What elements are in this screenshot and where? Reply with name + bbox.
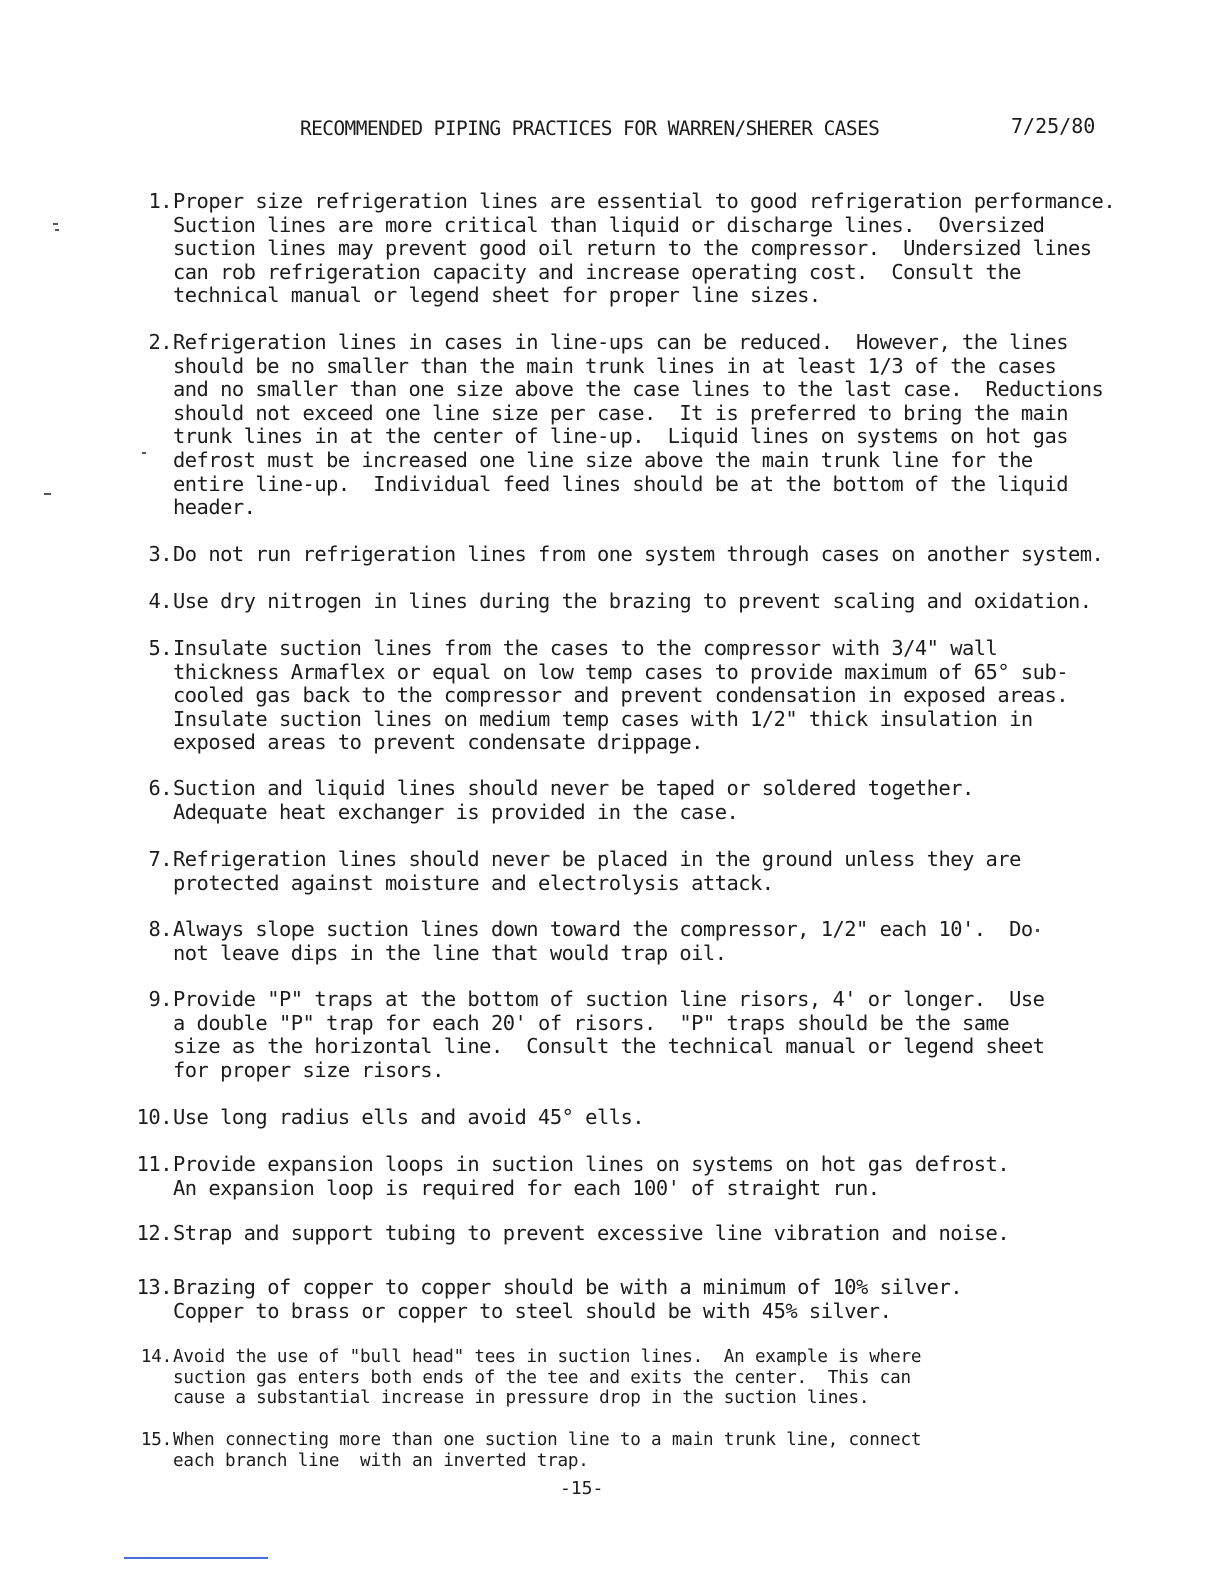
list-item-11 (120, 1153, 1110, 1200)
item-number: 5. (148, 636, 172, 660)
item-number: 6. (148, 776, 172, 800)
list-item-12 (120, 1222, 1110, 1246)
list-item-3 (120, 543, 1110, 567)
item-number: 11. (136, 1152, 172, 1176)
item-text: Always slope suction lines down toward the compressor, 1/2" each 10'. Do not leave dips in the line that would trap oil. (173, 917, 1033, 965)
item-number: 8. (148, 917, 172, 941)
item-number: 2. (148, 330, 172, 354)
scan-speck (44, 493, 51, 495)
item-number: 14. (140, 1347, 172, 1367)
item-number: 15. (140, 1430, 172, 1450)
list-item-14 (120, 1347, 1110, 1409)
item-text: Suction and liquid lines should never be taped or soldered together. Adequate heat exchanger is provided in the case. (173, 776, 974, 824)
list-item-2 (120, 331, 1110, 520)
page-number: -15- (560, 1478, 604, 1499)
list-item-7 (120, 848, 1110, 895)
item-text: Refrigeration lines in cases in line-ups can be reduced. However, the lines should be no smaller than the main trunk lines in at least 1/3 of the cases and no smaller than one size above the case lines to the last case. Reductions should not exceed one line size per case. It is preferred to bring the main trunk lines in at the center of line-up. Liquid lines on systems on hot gas defrost must be increased one line size above the main trunk line for the entire line-up. Individual feed lines should be at the bottom of the liquid header. (173, 330, 1104, 520)
item-text: Do not run refrigeration lines from one system through cases on another system. (173, 542, 1104, 566)
item-number: 4. (148, 589, 172, 613)
list-item-8 (120, 918, 1110, 965)
item-number: 10. (136, 1105, 172, 1129)
list-item-15 (120, 1430, 1110, 1471)
scan-speck (1036, 929, 1039, 932)
item-number: 1. (148, 189, 172, 213)
item-text: Provide "P" traps at the bottom of suction line risors, 4' or longer. Use a double "P" trap for each 20' of risors. "P" traps should be the same size as the horizontal line. Consult the technical manual or legend sheet for proper size risors. (173, 987, 1045, 1082)
item-number: 3. (148, 542, 172, 566)
document-date: 7/25/80 (1011, 114, 1096, 138)
list-item-10 (120, 1106, 1110, 1130)
document-title: RECOMMENDED PIPING PRACTICES FOR WARREN/SHERER CASES (300, 117, 880, 140)
list-item-4 (120, 590, 1110, 614)
list-item-9 (120, 988, 1110, 1082)
list-item-1 (120, 189, 1116, 308)
list-item-5 (120, 637, 1110, 755)
item-text: Use dry nitrogen in lines during the brazing to prevent scaling and oxidation. (173, 589, 1092, 613)
list-item-13 (120, 1276, 1110, 1323)
item-number: 12. (136, 1221, 172, 1245)
item-number: 13. (136, 1275, 172, 1299)
scan-speck (53, 223, 58, 225)
item-text: When connecting more than one suction line to a main trunk line, connect each branch line with an inverted trap. (173, 1430, 922, 1471)
item-text: Insulate suction lines from the cases to the compressor with 3/4" wall thickness Armaflex or equal on low temp cases to provide maximum of 65° sub- cooled gas back to the compressor and prevent condensation in exposed areas. Insulate suction lines on medium temp cases with 1/2" thick insulation in exposed areas to prevent condensate drippage. (173, 636, 1068, 755)
item-text: Use long radius ells and avoid 45° ells. (173, 1105, 645, 1129)
item-number: 9. (148, 987, 172, 1011)
item-text: Provide expansion loops in suction lines on systems on hot gas defrost. An expansion loop is required for each 100' of straight run. (173, 1152, 1010, 1200)
item-text: Brazing of copper to copper should be with a minimum of 10% silver. Copper to brass or copper to steel should be with 45% silver. (173, 1275, 963, 1323)
item-text: Refrigeration lines should never be placed in the ground unless they are protected against moisture and electrolysis attack. (173, 847, 1021, 895)
item-number: 7. (148, 847, 172, 871)
item-text: Strap and support tubing to prevent excessive line vibration and noise. (173, 1221, 1010, 1245)
scan-speck (55, 229, 59, 231)
item-text: Proper size refrigeration lines are essential to good refrigeration performance. Suction lines are more critical than liquid or discharge lines. Oversized suction lines may prevent good oil return to the compressor. Undersized lines can rob refrigeration capacity and increase operating cost. Consult the technical manual or legend sheet for proper line sizes. (173, 189, 1116, 308)
scan-edge-line (124, 1557, 268, 1559)
item-text: Avoid the use of "bull head" tees in suction lines. An example is where suction gas enters both ends of the tee and exits the center. This can cause a substantial increase in pressure drop in the suction lines. (173, 1347, 922, 1409)
list-item-6 (120, 777, 1110, 824)
scan-speck (142, 452, 146, 454)
